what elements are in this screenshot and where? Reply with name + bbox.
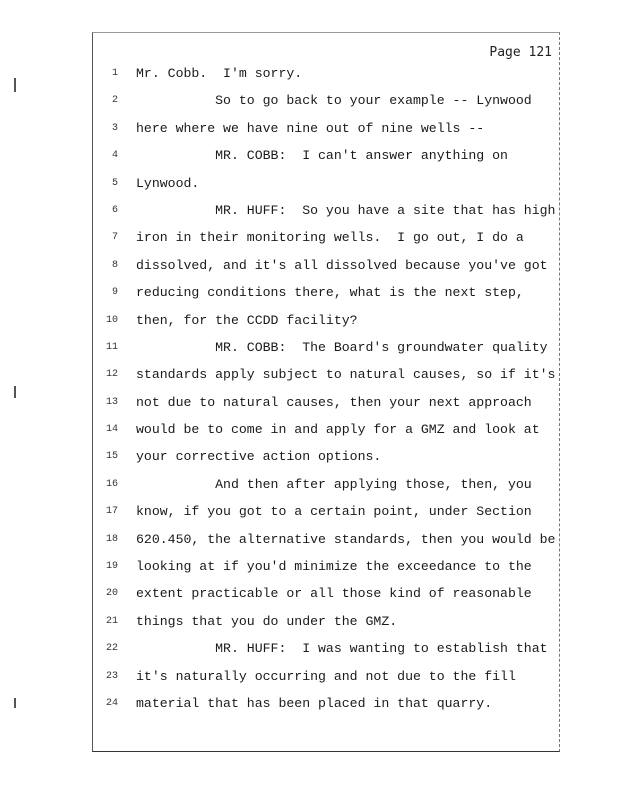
transcript-line [92, 526, 558, 553]
line-text: 620.450, the alternative standards, then you would be [136, 531, 556, 547]
line-number: 23 [105, 670, 118, 682]
line-text: it's naturally occurring and not due to the fill [136, 668, 516, 684]
line-number: 18 [105, 533, 118, 545]
transcript-line [92, 553, 558, 580]
transcript-line [92, 170, 558, 197]
transcript-line [92, 443, 558, 470]
transcript-line [92, 60, 558, 87]
transcript-line [92, 197, 558, 224]
transcript-line [92, 115, 558, 142]
line-number: 3 [111, 122, 118, 134]
line-text: material that has been placed in that quarry. [136, 695, 493, 711]
line-text: here where we have nine out of nine wells -- [136, 120, 485, 136]
line-text: Lynwood. [136, 175, 200, 191]
transcript-line [92, 142, 558, 169]
transcript-line [92, 307, 558, 334]
transcript-line [92, 635, 558, 662]
line-text: MR. COBB: I can't answer anything on [136, 148, 508, 164]
line-text: extent practicable or all those kind of reasonable [136, 586, 532, 602]
line-text: reducing conditions there, what is the next step, [136, 285, 524, 301]
transcript-line [92, 279, 558, 306]
line-text: not due to natural causes, then your next approach [136, 394, 532, 410]
line-text: would be to come in and apply for a GMZ and look at [136, 422, 540, 438]
transcript-line [92, 663, 558, 690]
line-text: dissolved, and it's all dissolved because you've got [136, 257, 548, 273]
transcript-line [92, 224, 558, 251]
line-number: 10 [105, 314, 118, 326]
line-number: 19 [105, 561, 118, 573]
line-number: 9 [111, 287, 118, 299]
line-number: 12 [105, 369, 118, 381]
line-number: 8 [111, 259, 118, 271]
line-number: 20 [105, 588, 118, 600]
transcript-body [92, 60, 558, 717]
line-text: know, if you got to a certain point, under Section [136, 504, 532, 520]
transcript-line [92, 580, 558, 607]
line-number: 1 [111, 68, 118, 79]
transcript-line [92, 608, 558, 635]
line-text: your corrective action options. [136, 449, 382, 465]
transcript-line [92, 690, 558, 717]
line-text: So to go back to your example -- Lynwood [136, 93, 532, 109]
transcript-line [92, 252, 558, 279]
line-number: 21 [105, 615, 118, 627]
margin-mark-top [14, 78, 16, 92]
line-number: 22 [105, 643, 118, 655]
transcript-line [92, 87, 558, 114]
line-text: MR. COBB: The Board's groundwater quality [136, 339, 548, 355]
line-number: 24 [105, 697, 118, 709]
transcript-line [92, 471, 558, 498]
line-number: 4 [111, 150, 118, 162]
line-text: then, for the CCDD facility? [136, 312, 358, 328]
line-number: 14 [105, 424, 118, 436]
transcript-line [92, 416, 558, 443]
transcript-line [92, 334, 558, 361]
line-number: 16 [105, 478, 118, 490]
line-number: 2 [111, 95, 118, 107]
line-number: 11 [105, 341, 118, 353]
line-text: Mr. Cobb. I'm sorry. [136, 66, 303, 81]
line-number: 13 [105, 396, 118, 408]
margin-mark-bottom [14, 698, 16, 708]
line-number: 5 [111, 177, 118, 189]
transcript-line [92, 389, 558, 416]
line-text: MR. HUFF: So you have a site that has high [136, 202, 556, 218]
line-number: 17 [105, 506, 118, 518]
margin-mark-middle [14, 386, 16, 398]
line-text: looking at if you'd minimize the exceedance to the [136, 559, 532, 575]
transcript-line [92, 498, 558, 525]
transcript-line [92, 361, 558, 388]
line-text: standards apply subject to natural causes, so if it's [136, 367, 556, 383]
line-text: MR. HUFF: I was wanting to establish that [136, 641, 548, 657]
line-text: And then after applying those, then, you [136, 476, 532, 492]
line-number: 7 [111, 232, 118, 244]
line-number: 15 [105, 451, 118, 463]
line-text: things that you do under the GMZ. [136, 613, 398, 629]
page-number: Page 121 [489, 45, 552, 60]
line-number: 6 [111, 204, 118, 216]
line-text: iron in their monitoring wells. I go out, I do a [136, 230, 524, 246]
